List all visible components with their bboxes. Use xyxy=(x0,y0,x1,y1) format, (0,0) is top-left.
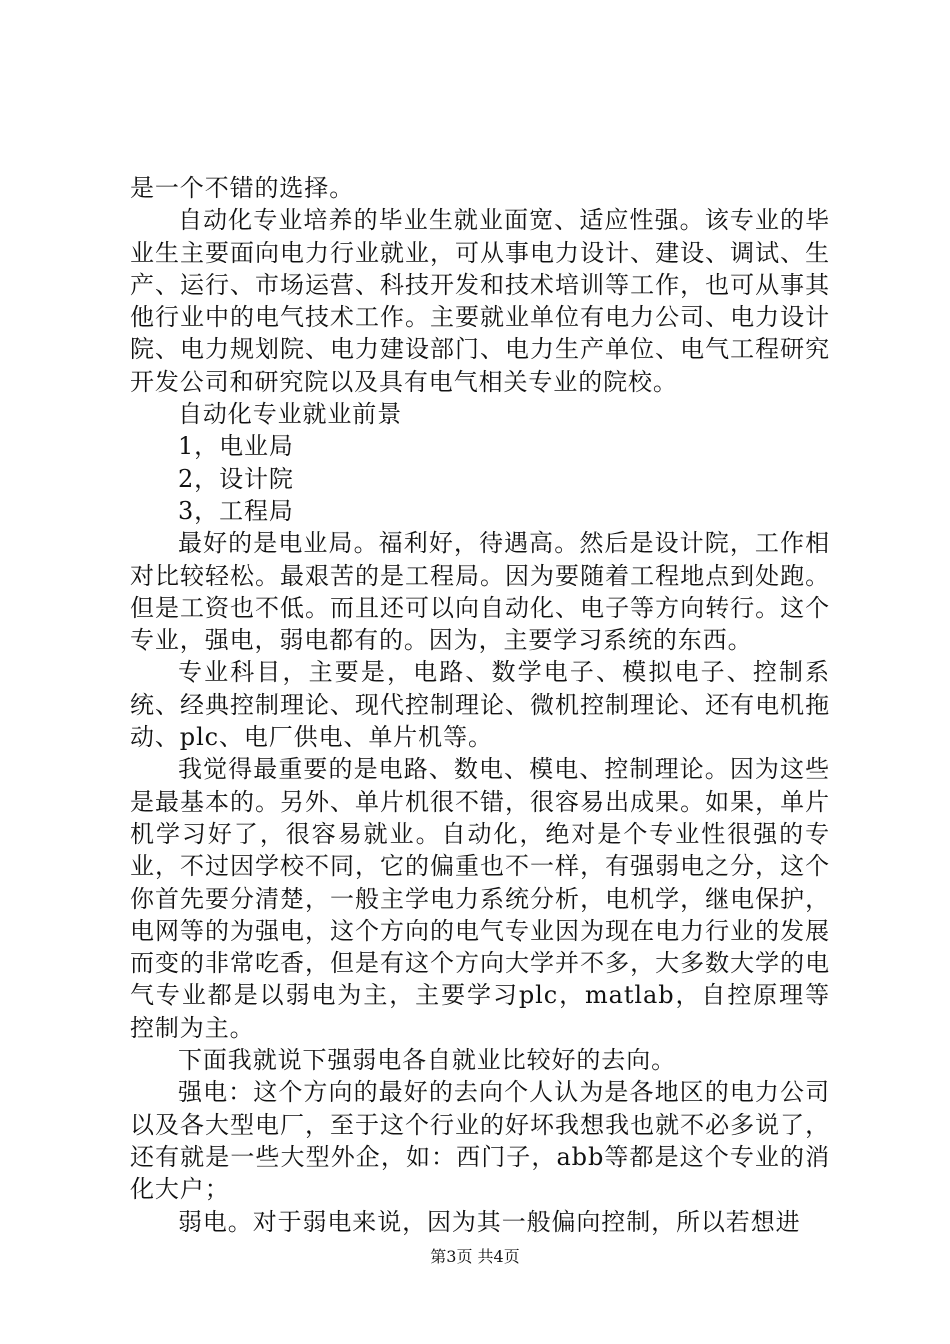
body-text xyxy=(130,172,830,1238)
paragraph-best-employer: 最好的是电业局。福利好，待遇高。然后是设计院，工作相对比较轻松。最艰苦的是工程局。因为要随着工程地点到处跑。但是工资也不低。而且还可以向自动化、电子等方向转行。这个专业，强电，弱电都有的。因为，主要学习系统的东西。 xyxy=(130,529,830,655)
list-item: 1，电业局 xyxy=(178,432,294,461)
list-item: 2，设计院 xyxy=(178,464,294,493)
paragraph-intro-directions: 下面我就说下强弱电各自就业比较好的去向。 xyxy=(178,1046,676,1075)
paragraph-continuation: 是一个不错的选择。 xyxy=(130,174,355,202)
page-footer: 第3页 共4页 xyxy=(430,1247,520,1266)
paragraph-weak-current: 弱电。对于弱电来说，因为其一般偏向控制，所以若想进 xyxy=(178,1207,801,1236)
section-heading-prospects: 自动化专业就业前景 xyxy=(178,400,403,429)
paragraph-strong-current: 强电：这个方向的最好的去向个人认为是各地区的电力公司以及各大型电厂，至于这个行业的好坏我想我也就不必多说了，还有就是一些大型外企，如：西门子，abb等都是这个专业的消化大户； xyxy=(130,1078,830,1204)
paragraph-subjects: 专业科目，主要是，电路、数学电子、模拟电子、控制系统、经典控制理论、现代控制理论、微机控制理论、还有电机拖动、plc、电厂供电、单片机等。 xyxy=(130,658,830,752)
paragraph-employment-scope: 自动化专业培养的毕业生就业面宽、适应性强。该专业的毕业生主要面向电力行业就业，可从事电力设计、建设、调试、生产、运行、市场运营、科技开发和技术培训等工作，也可从事其他行业中的电气技术工作。主要就业单位有电力公司、电力设计院、电力规划院、电力建设部门、电力生产单位、电气工程研究开发公司和研究院以及具有电气相关专业的院校。 xyxy=(130,206,830,396)
paragraph-opinion: 我觉得最重要的是电路、数电、模电、控制理论。因为这些是最基本的。另外、单片机很不错，很容易出成果。如果，单片机学习好了，很容易就业。自动化，绝对是个专业性很强的专业，不过因学校不同，它的偏重也不一样，有强弱电之分，这个你首先要分清楚，一般主学电力系统分析，电机学，继电保护，电网等的为强电，这个方向的电气专业因为现在电力行业的发展而变的非常吃香，但是有这个方向大学并不多，大多数大学的电气专业都是以弱电为主，主要学习plc，matlab，自控原理等控制为主。 xyxy=(130,755,830,1042)
list-item: 3，工程局 xyxy=(178,496,294,525)
